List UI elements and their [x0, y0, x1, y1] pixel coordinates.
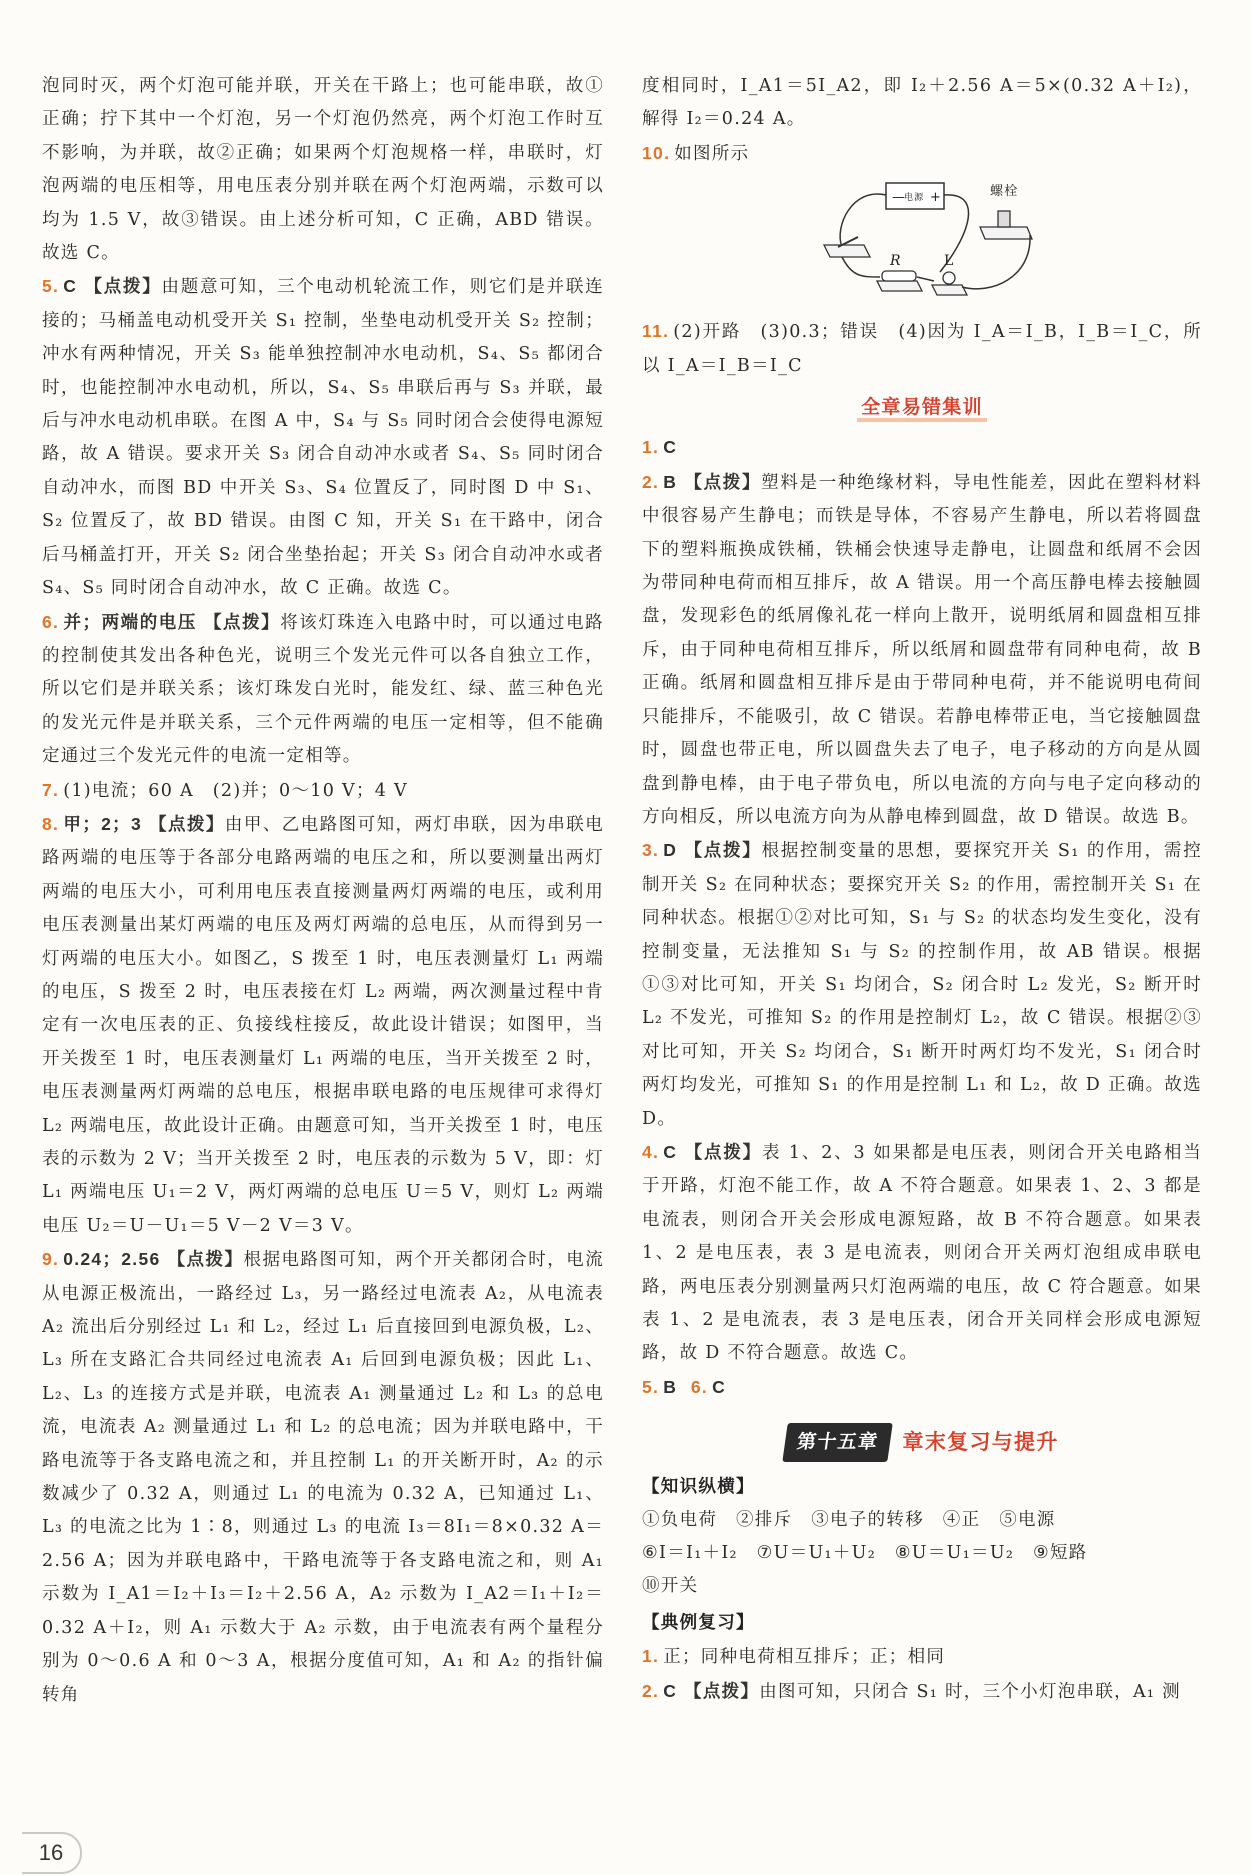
knowledge-line: ⑥I＝I₁＋I₂ ⑦U＝U₁＋U₂ ⑧U＝U₁＝U₂ ⑨短路 — [642, 1543, 1088, 1564]
answer-key: C — [663, 1141, 678, 1162]
left-column — [42, 70, 604, 1712]
tip-label: 【点拨】 — [167, 1250, 244, 1271]
answer-number: 6. — [42, 611, 60, 632]
answer-key: C — [663, 1680, 678, 1701]
answer-4-continued — [42, 70, 604, 270]
error-answer-3 — [642, 834, 1202, 1136]
bolt-shape — [998, 211, 1010, 227]
answer-number: 9. — [42, 1249, 60, 1270]
answer-9 — [42, 1243, 604, 1712]
answer-text: (2)开路 (3)0.3；错误 (4)因为 I_A＝I_B，I_B＝I_C，所以 I_A＝I_B＝I_C — [642, 322, 1202, 376]
answer-number: 1. — [642, 1646, 660, 1667]
knowledge-line: ⑩开关 — [642, 1576, 699, 1597]
answer-number: 5. — [42, 276, 60, 297]
answer-6 — [42, 606, 604, 774]
answer-number: 8. — [42, 813, 60, 834]
error-answer-5-6 — [642, 1371, 1202, 1405]
answer-text: 正；同种电荷相互排斥；正；相同 — [663, 1647, 946, 1668]
answer-text: 将该灯珠连入电路中时，可以通过电路的控制使其发出各种色光，说明三个发光元件可以各自独立工作，所以它们是并联关系；该灯珠发白光时，能发红、绿、蓝三种色光的发光元件是并联关系，三个元件两端的电压一定相等，但不能确定通过三个发光元件的电流一定相等。 — [42, 612, 604, 767]
chapter-number: 第十五章 — [783, 1423, 894, 1462]
lamp-base — [932, 285, 967, 295]
tip-label: 【点拨】 — [684, 841, 762, 862]
answer-number: 6. — [690, 1376, 709, 1397]
answer-8 — [42, 808, 604, 1243]
resistor-label: R — [890, 253, 902, 270]
tip-label: 【点拨】 — [684, 1681, 760, 1702]
lamp-bulb — [943, 272, 955, 284]
wire — [917, 277, 934, 281]
battery-plus: + — [930, 190, 943, 206]
answer-key: C — [712, 1376, 727, 1397]
answer-key: D — [663, 840, 678, 861]
wire — [840, 194, 886, 247]
answer-text: 表 1、2、3 如果都是电压表，则闭合开关电路相当于开路，灯泡不能工作，故 A 不符合题意。如果表 1、2、3 都是电流表，则闭合开关会形成电源短路，故 B 不符合题意。如果表 1、2 是电压表，表 3 是电流表，则闭合开关两灯泡组成串联电路，两电压表分别测量两只灯泡两端的电压，故 C 符合题意。如果表 1、2 是电流表，表 3 是电压表，闭合开关同样会形成电源短路，故 D 不符合题意。故选 C。 — [642, 1142, 1202, 1364]
error-answer-4 — [642, 1136, 1202, 1371]
answer-10 — [642, 137, 1202, 171]
review-header: 【典例复习】 — [642, 1613, 755, 1634]
knowledge-header: 【知识纵横】 — [642, 1476, 755, 1497]
answer-key: B — [663, 1376, 678, 1397]
answer-key: C — [63, 276, 78, 297]
tip-label: 【点拨】 — [84, 277, 162, 298]
answer-key: 0.24；2.56 — [63, 1249, 161, 1270]
wire — [962, 235, 1030, 289]
tip-label: 【点拨】 — [204, 612, 281, 633]
circuit-diagram — [822, 177, 1042, 307]
error-answer-2 — [642, 466, 1202, 834]
answer-number: 3. — [642, 840, 660, 861]
chapter-banner — [642, 1423, 1202, 1462]
circuit-figure — [822, 177, 1042, 307]
answer-number: 10. — [642, 142, 671, 163]
answer-text: 由甲、乙电路图可知，两灯串联，因为串联电路两端的电压等于各部分电路两端的电压之和，所以要测量出两灯两端的电压大小，可利用电压表直接测量两灯两端的电压，或利用电压表测量出某灯两端的电压及两灯两端的总电压，从而得到另一灯两端的电压大小。如图乙，S 拨至 1 时，电压表测量灯 L₁ 两端的电压，S 拨至 2 时，电压表接在灯 L₂ 两端，两次测量过程中肯定有一次电压表的正、负接线柱接反，故此设计错误；如图甲，当开关拨至 1 时，电压表测量灯 L₁ 两端的电压，当开关拨至 2 时，电压表测量两灯两端的总电压，根据串联电路的电压规律可求得灯 L₂ 两端电压，故此设计正确。由题意可知，当开关拨至 1 时，电压表的示数为 2 V；当开关拨至 2 时，电压表的示数为 5 V，即：灯 L₁ 两端电压 U₁＝2 V，两灯两端的总电压 U＝5 V，则灯 L₂ 两端电压 U₂＝U－U₁＝5 V－2 V＝3 V。 — [42, 814, 604, 1236]
error-answer-1 — [642, 431, 1202, 465]
answer-number: 4. — [642, 1141, 660, 1162]
answer-key: C — [663, 437, 678, 458]
answer-number: 2. — [642, 471, 660, 492]
answer-text: 度相同时，I_A1＝5I_A2，即 I₂＋2.56 A＝5×(0.32 A＋I₂)，解得 I₂＝0.24 A。 — [642, 76, 1202, 130]
right-column — [642, 70, 1202, 1709]
battery-minus: — — [892, 190, 907, 206]
section-title-text: 全章易错集训 — [857, 396, 987, 422]
bolt-base — [980, 227, 1032, 239]
resistor-base — [877, 281, 922, 291]
answer-key: B — [663, 471, 678, 492]
answer-7 — [42, 774, 604, 808]
resistor-shape — [882, 271, 916, 281]
section-title — [642, 391, 1202, 425]
page-number: 16 — [22, 1832, 82, 1874]
answer-number: 11. — [642, 321, 670, 342]
answer-text: 泡同时灭，两个灯泡可能并联，开关在干路上；也可能串联，故①正确；拧下其中一个灯泡，另一个灯泡仍然亮，两个灯泡工作时互不影响，为并联，故②正确；如果两个灯泡规格一样，串联时，灯泡两端的电压相等，用电压表分别并联在两个灯泡两端，示数可以均为 1.5 V，故③错误。由上述分析可知，C 正确，ABD 错误。故选 C。 — [42, 76, 604, 264]
tip-label: 【点拨】 — [149, 814, 225, 835]
answer-text: 根据控制变量的思想，要探究开关 S₁ 的作用，需控制开关 S₂ 在同种状态；要探究开关 S₂ 的作用，需控制开关 S₁ 在同种状态。根据①②对比可知，S₁ 与 S₂ 的状态均发生变化，没有控制变量，无法推知 S₁ 与 S₂ 的控制作用，故 AB 错误。根据①③对比可知，开关 S₁ 均闭合，S₂ 闭合时 L₂ 发光，S₂ 断开时 L₂ 不发光，可推知 S₂ 的作用是控制灯 L₂，故 C 错误。根据②③对比可知，开关 S₂ 均闭合，S₁ 断开时两灯均不发光，S₁ 闭合时两灯均发光，可推知 S₁ 的作用是控制 L₁ 和 L₂，故 D 正确。故选 D。 — [642, 841, 1202, 1129]
answer-text: 根据电路图可知，两个开关都闭合时，电流从电源正极流出，一路经过 L₃，另一路经过电流表 A₂，从电流表 A₂ 流出后分别经过 L₁ 和 L₂，经过 L₁ 后直接回到电源负极，L₂、L₃ 所在支路汇合共同经过电流表 A₁ 后回到电源负极；因此 L₁、L₂、L₃ 的连接方式是并联，电流表 A₁ 测量通过 L₂ 和 L₃ 的总电流，电流表 A₂ 测量通过 L₁ 和 L₂ 的总电流；因为并联电路中，干路电流等于各支路电流之和，并且控制 L₁ 的开关断开时，A₂ 的示数减少了 0.32 A，则通过 L₁ 的电流为 0.32 A，已知通过 L₁、L₃ 的电流之比为 1∶8，则通过 L₃ 的电流 I₃＝8I₁＝8×0.32 A＝2.56 A；因为并联电路中，干路电流等于各支路电流之和，则 A₁ 示数为 I_A1＝I₂＋I₃＝I₂＋2.56 A，A₂ 示数为 I_A2＝I₁＋I₂＝0.32 A＋I₂，则 A₁ 示数大于 A₂ 示数，由于电流表有两个量程分别为 0～0.6 A 和 0～3 A，根据分度值可知，A₁ 和 A₂ 的指针偏转角 — [42, 1250, 604, 1705]
switch-base — [824, 245, 870, 257]
answer-key: 甲；2；3 — [63, 813, 142, 834]
review-answer-1 — [642, 1640, 1202, 1674]
tip-label: 【点拨】 — [684, 472, 762, 493]
chapter-title: 章末复习与提升 — [902, 1430, 1059, 1455]
answer-number: 2. — [642, 1680, 660, 1701]
answer-key: 并；两端的电压 — [63, 611, 197, 632]
answer-number: 1. — [642, 437, 660, 458]
answer-text: 由题意可知，三个电动机轮流工作，则它们是并联连接的；马桶盖电动机受开关 S₁ 控制，坐垫电动机受开关 S₂ 控制；冲水有两种情况，开关 S₃ 能单独控制冲水电动机，S₄、S₅ 都闭合时，也能控制冲水电动机，所以，S₄、S₅ 串联后再与 S₃ 并联，最后与冲水电动机串联。在图 A 中，S₄ 与 S₅ 同时闭合会使得电源短路，故 A 错误。要求开关 S₃ 闭合自动冲水或者 S₄、S₅ 同时闭合自动冲水，而图 BD 中开关 S₃、S₄ 位置反了，同时图 D 中 S₁、S₂ 位置反了，故 BD 错误。由图 C 知，开关 S₁ 在干路中，闭合后马桶盖打开，开关 S₂ 闭合坐垫抬起；开关 S₃ 闭合自动冲水或者 S₄、S₅ 同时闭合自动冲水，故 C 正确。故选 C。 — [42, 277, 604, 599]
answer-number: 7. — [42, 779, 60, 800]
battery-label: 电源 — [904, 193, 925, 204]
tip-label: 【点拨】 — [684, 1142, 763, 1163]
knowledge-line: ①负电荷 ②排斥 ③电子的转移 ④正 ⑤电源 — [642, 1510, 1056, 1531]
answer-9-continued — [642, 70, 1202, 137]
review-answer-2 — [642, 1675, 1202, 1709]
answer-number: 5. — [642, 1376, 660, 1397]
answer-text: 由图可知，只闭合 S₁ 时，三个小灯泡串联，A₁ 测 — [759, 1681, 1181, 1702]
wire — [842, 257, 880, 277]
answer-text: 如图所示 — [674, 143, 750, 164]
answer-text: (1)电流；60 A (2)并；0～10 V；4 V — [63, 780, 408, 801]
lamp-label: L — [944, 253, 955, 270]
bolt-label: 螺栓 — [990, 184, 1019, 200]
answer-11 — [642, 315, 1202, 383]
answer-5 — [42, 270, 604, 605]
answer-text: 塑料是一种绝缘材料，导电性能差，因此在塑料材料中很容易产生静电；而铁是导体，不容易产生静电，所以若将圆盘下的塑料瓶换成铁桶，铁桶会快速导走静电，让圆盘和纸屑不会因为带同种电荷而相互排斥，故 A 错误。用一个高压静电棒去接触圆盘，发现彩色的纸屑像礼花一样向上散开，说明纸屑和圆盘相互排斥，由于同种电荷相互排斥，所以纸屑和圆盘带有同种电荷，故 B 正确。纸屑和圆盘相互排斥是由于带同种电荷，并不能说明电荷间只能排斥，不能吸引，故 C 错误。若静电棒带正电，当它接触圆盘时，圆盘也带正电，所以圆盘失去了电子，电子移动的方向是从圆盘到静电棒，由于电子带负电，所以电流的方向与电子定向移动的方向相反，所以电流方向为从静电棒到圆盘，故 D 错误。故选 B。 — [642, 472, 1202, 827]
